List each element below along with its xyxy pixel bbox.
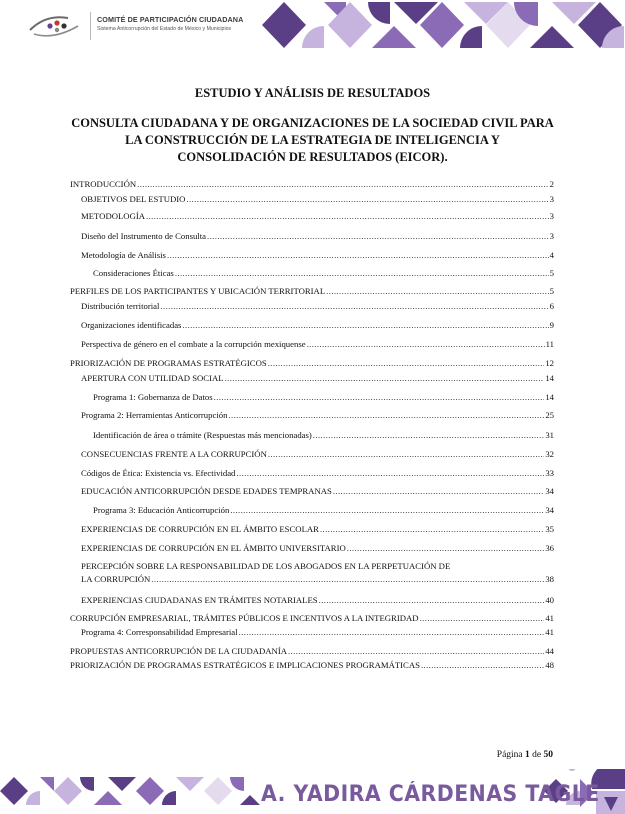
toc-entry-page: 25 [545,410,554,420]
page-total: 50 [543,750,553,760]
toc-entry-label: Programa 1: Gobernanza de Datos [93,392,213,402]
toc-entry[interactable] [81,320,554,331]
toc-entry-label: EXPERIENCIAS DE CORRUPCIÓN EN EL ÁMBITO ESCOLAR [81,524,319,534]
toc-entry-label: EDUCACIÓN ANTICORRUPCIÓN DESDE EDADES TEMPRANAS [81,486,332,496]
toc-entry-label: INTRODUCCIÓN [70,179,137,189]
toc-entry-page: 6 [549,301,554,311]
toc-entry-page: 31 [545,430,554,440]
toc-entry-page: 40 [545,595,554,605]
toc-entry-label: EXPERIENCIAS CIUDADANAS EN TRÁMITES NOTARIALES [81,595,318,605]
org-name: COMITÉ DE PARTICIPACIÓN CIUDADANA [97,15,244,24]
page-current: 1 [525,750,530,760]
document-title: ESTUDIO Y ANÁLISIS DE RESULTADOS [194,86,431,100]
toc-entry-page: 35 [545,524,554,534]
toc-entry-page: 32 [545,449,554,459]
toc-entry[interactable] [81,627,554,638]
toc-entry[interactable] [70,613,554,624]
toc-entry-page: 2 [549,179,554,189]
toc-entry-label: Programa 3: Educación Anticorrupción [93,505,230,515]
toc-entry[interactable] [93,505,554,516]
toc-entry[interactable] [81,410,554,421]
toc-entry[interactable] [70,660,554,671]
toc-entry-label: Programa 4: Corresponsabilidad Empresarial [81,627,238,637]
toc-entry[interactable] [81,524,554,535]
toc-entry[interactable] [81,574,554,585]
toc-entry[interactable] [81,486,554,497]
toc-entry-label: METODOLOGÍA [81,211,146,221]
toc-entry-label: Distribución territorial [81,301,160,311]
toc-entry-page: 44 [545,646,554,656]
toc-entry-page: 4 [549,250,554,260]
toc-entry-page: 3 [549,194,554,204]
toc-entry[interactable] [70,358,554,369]
toc-entry-label-line1: PERCEPCIÓN SOBRE LA RESPONSABILIDAD DE LOS ABOGADOS EN LA PERPETUACIÓN DE [81,561,451,571]
toc-entry-page: 5 [549,268,554,278]
toc-entry[interactable] [93,430,554,441]
toc-entry-label: PERFILES DE LOS PARTICIPANTES Y UBICACIÓN TERRITORIAL [70,286,326,296]
toc-entry-label: Códigos de Ética: Existencia vs. Efectividad [81,468,236,478]
toc-entry-page: 11 [545,339,554,349]
toc-entry-page: 38 [545,574,554,584]
header-decorative-pattern [262,0,625,50]
toc-entry-label: APERTURA CON UTILIDAD SOCIAL [81,373,224,383]
committee-logo-icon [28,10,86,44]
toc-entry-label: OBJETIVOS DEL ESTUDIO [81,194,186,204]
page-word: Página [496,750,523,760]
toc-entry[interactable] [81,449,554,460]
toc-entry[interactable] [81,194,554,205]
toc-entry-label: PRIORIZACIÓN DE PROGRAMAS ESTRATÉGICOS [70,358,267,368]
toc-entry-label: Metodología de Análisis [81,250,166,260]
toc-entry[interactable] [81,373,554,384]
toc-entry-page: 41 [545,613,554,623]
toc-entry-label: Programa 2: Herramientas Anticorrupción [81,410,228,420]
toc-entry[interactable] [81,231,554,242]
toc-entry[interactable] [81,339,554,350]
page-header [0,0,625,52]
toc-entry[interactable] [81,301,554,312]
toc-entry-label: Identificación de área o trámite (Respuestas más mencionadas) [93,430,312,440]
toc-entry-page: 3 [549,211,554,221]
toc-entry-label: Diseño del Instrumento de Consulta [81,231,206,241]
toc-entry-page: 14 [545,392,554,402]
toc-entry-label: EXPERIENCIAS DE CORRUPCIÓN EN EL ÁMBITO UNIVERSITARIO [81,543,346,553]
toc-entry-page: 12 [545,358,554,368]
toc-entry[interactable] [93,268,554,279]
toc-entry[interactable] [81,468,554,479]
toc-entry-label: Consideraciones Éticas [93,268,174,278]
toc-entry[interactable] [81,211,554,222]
toc-entry-page: 3 [549,231,554,241]
toc-entry-page: 34 [545,486,554,496]
logo-divider [90,12,91,40]
toc-entry[interactable] [93,392,554,403]
org-subtitle: Sistema Anticorrupción del Estado de México y Municipios [97,26,232,32]
toc-entry[interactable] [81,250,554,261]
toc-entry-page: 36 [545,543,554,553]
toc-entry-label: PRIORIZACIÓN DE PROGRAMAS ESTRATÉGICOS E IMPLICACIONES PROGRAMÁTICAS [70,660,420,670]
toc-entry-page: 33 [545,468,554,478]
toc-entry-label: CORRUPCIÓN EMPRESARIAL, TRÁMITES PÚBLICOS E INCENTIVOS A LA INTEGRIDAD [70,613,419,623]
toc-entry[interactable] [81,543,554,554]
toc-entry[interactable] [70,179,554,190]
toc-entry[interactable] [70,286,554,297]
toc-entry-page: 14 [545,373,554,383]
toc-entry-page: 34 [545,505,554,515]
toc-entry-page: 5 [549,286,554,296]
toc-entry-label: LA CORRUPCIÓN [81,574,151,584]
toc-entry-page: 41 [545,627,554,637]
toc-entry[interactable] [81,595,554,606]
page-number [497,750,553,760]
toc-entry-label: Organizaciones identificadas [81,320,182,330]
toc-entry-page: 9 [549,320,554,330]
document-subtitle: CONSULTA CIUDADANA Y DE ORGANIZACIONES DE LA SOCIEDAD CIVIL PARA LA CONSTRUCCIÓN DE LA ESTRATEGIA DE INTELIGENCIA Y CONSOLIDACIÓN DE RESULTADOS (EICOR). [71,116,554,164]
toc-entry-label: Perspectiva de género en el combate a la corrupción mexiquense [81,339,306,349]
toc-entry-label: PROPUESTAS ANTICORRUPCIÓN DE LA CIUDADANÍA [70,646,287,656]
page-of: de [532,750,542,760]
toc-entry-page: 48 [545,660,554,670]
author-name: A. YADIRA CÁRDENAS TAGLE [261,782,600,807]
toc-entry[interactable] [70,646,554,657]
toc-entry-label: CONSECUENCIAS FRENTE A LA CORRUPCIÓN [81,449,267,459]
